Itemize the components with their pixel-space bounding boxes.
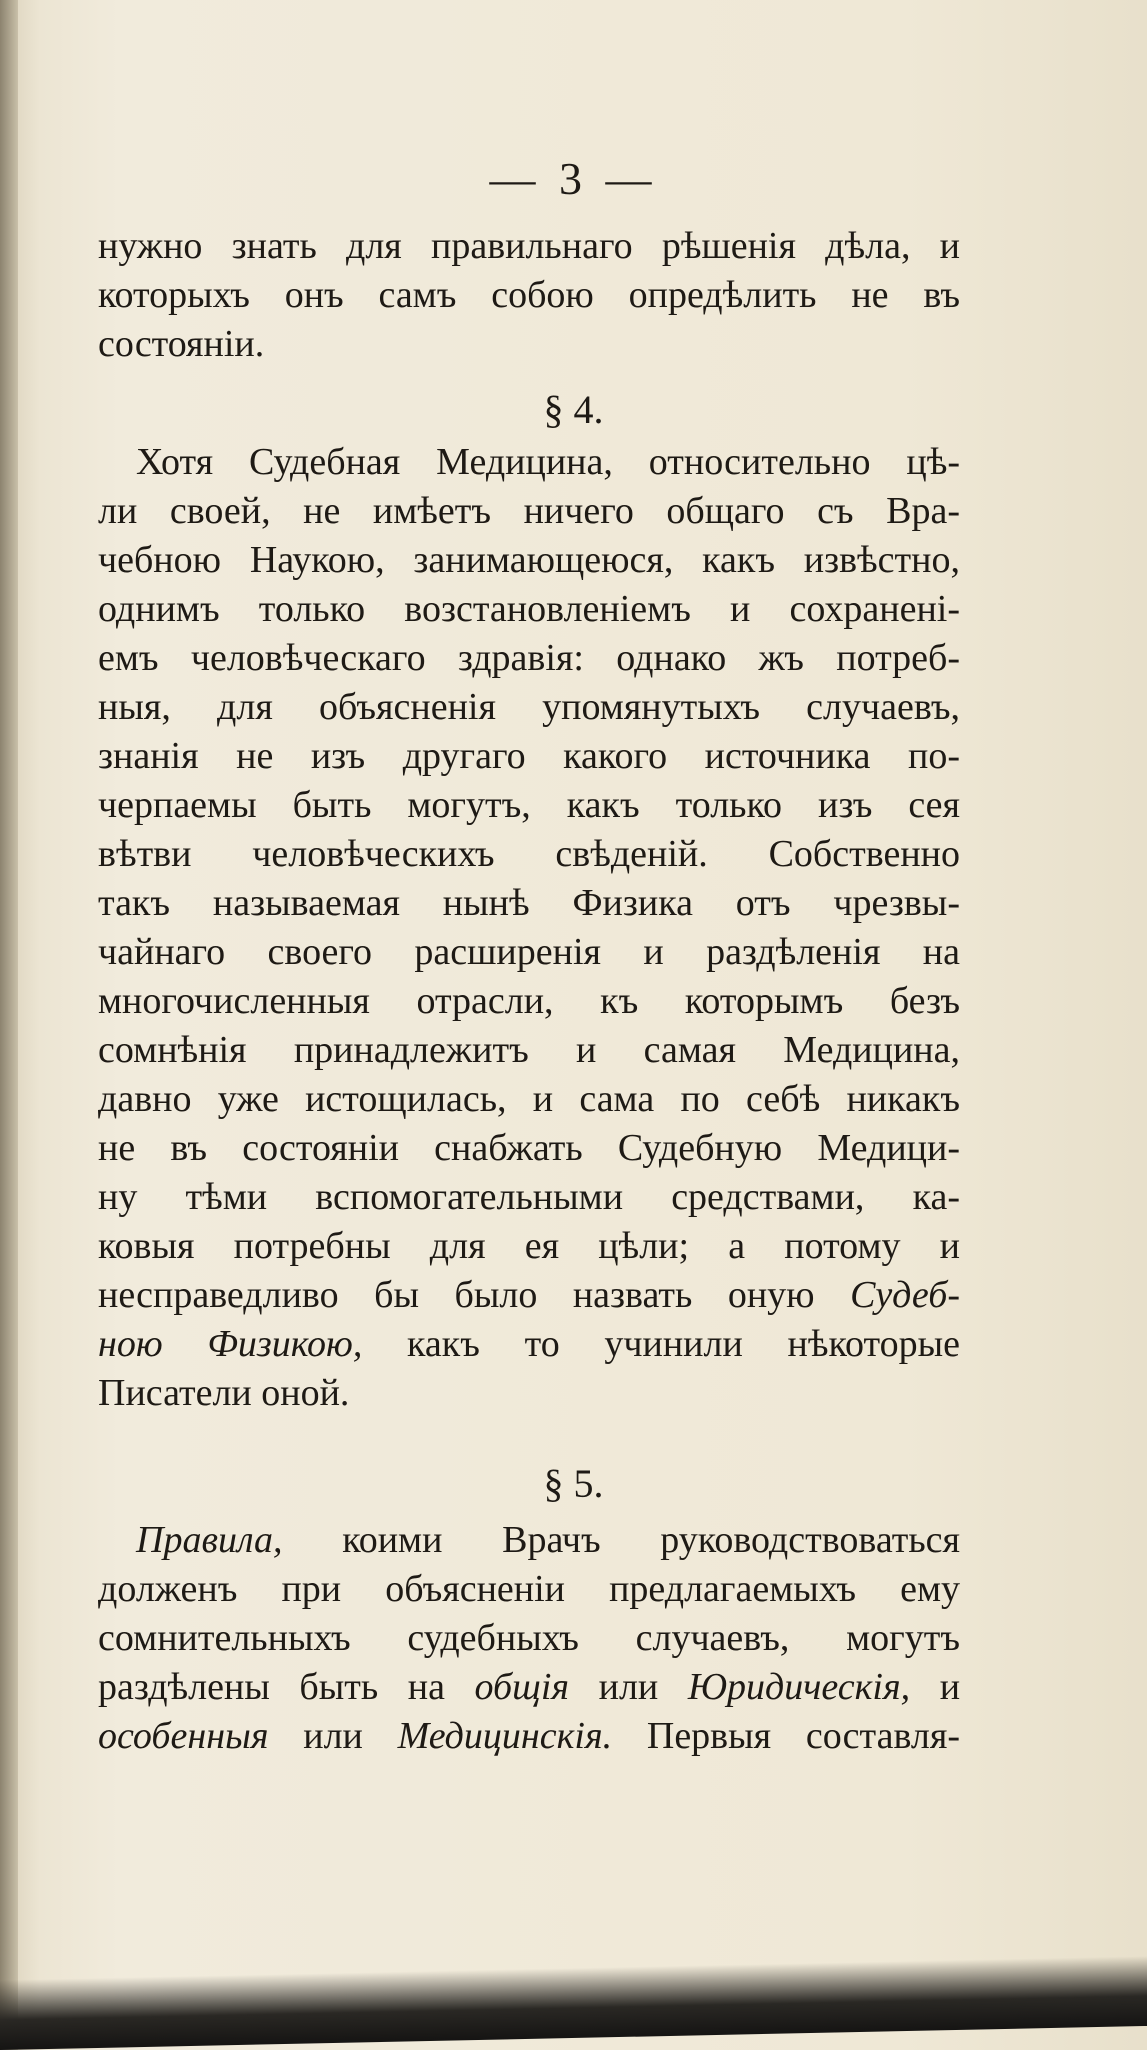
italic-term: Физикою, — [207, 1323, 363, 1365]
text-line — [98, 1712, 960, 1761]
text-line: однимъ только возстановленіемъ и сохраненi- — [98, 588, 960, 630]
italic-term: Правила, — [136, 1519, 283, 1561]
text-fragment: раздѣлены быть на — [98, 1666, 445, 1708]
text-line: не въ состояніи снабжать Судебную Медици- — [98, 1127, 960, 1169]
text-fragment: несправедливо бы было назвать оную — [98, 1274, 815, 1316]
text-fragment: или — [598, 1666, 659, 1708]
text-line — [98, 1271, 960, 1320]
text-line: Хотя Судебная Медицина, относительно цѣ- — [136, 441, 960, 483]
text-line: долженъ при объясненіи предлагаемыхъ ему — [98, 1568, 960, 1610]
text-line — [98, 1516, 960, 1565]
italic-term: общія — [474, 1666, 570, 1708]
text-line: ныя, для объясненія упомянутыхъ случаевъ, — [98, 686, 960, 728]
text-line: ковыя потребны для ея цѣли; а потому и — [98, 1225, 960, 1267]
text-fragment: коими Врачъ руководствоваться — [342, 1519, 960, 1561]
section-heading-5: § 5. — [543, 1461, 604, 1506]
text-line: многочисленныя отрасли, къ которымъ безъ — [98, 980, 960, 1022]
section-5-paragraph — [98, 1516, 960, 1761]
text-line: ну тѣми вспомогательными средствами, ка- — [98, 1176, 960, 1218]
text-fragment: какъ то учинили нѣкоторые — [407, 1323, 960, 1365]
italic-term: Судеб- — [850, 1274, 960, 1316]
text-line — [98, 1320, 960, 1369]
binding-shadow — [0, 0, 18, 2050]
section-4-paragraph — [98, 438, 960, 1418]
text-line: сомнительныхъ судебныхъ случаевъ, могутъ — [98, 1617, 960, 1659]
italic-term: Юридическія, — [687, 1666, 911, 1708]
text-line: сомнѣнія принадлежитъ и самая Медицина, — [98, 1029, 960, 1071]
text-line — [98, 1663, 960, 1712]
text-fragment: Первыя составля- — [646, 1715, 961, 1757]
text-fragment: или — [303, 1715, 363, 1757]
text-line: знанія не изъ другаго какого источника по- — [98, 735, 960, 777]
text-line: такъ называемая нынѣ Физика отъ чрезвы- — [98, 882, 960, 924]
paragraph-continued — [98, 222, 960, 369]
text-line: черпаемы быть могутъ, какъ только изъ сея — [98, 784, 960, 826]
text-line: емъ человѣческаго здравія: однако жъ потреб- — [98, 637, 960, 679]
text-line: вѣтви человѣческихъ свѣденій. Собственно — [98, 833, 960, 875]
italic-term: ною — [98, 1323, 163, 1365]
text-line: давно уже истощилась, и сама по себѣ никакъ — [98, 1078, 960, 1120]
italic-term: особенныя — [98, 1715, 269, 1757]
page-number: — 3 — — [489, 153, 658, 204]
text-fragment: и — [939, 1666, 961, 1708]
text-line: которыхъ онъ самъ собою опредѣлить не въ — [98, 274, 960, 316]
text-line: состояніи. — [98, 323, 265, 365]
page-bottom-edge-shadow — [0, 1956, 1147, 2050]
text-line: ли своей, не имѣетъ ничего общаго съ Вра- — [98, 490, 960, 532]
text-line: чайнаго своего расширенія и раздѣленія на — [98, 931, 960, 973]
text-line: чебною Наукою, занимающеюся, какъ извѣстно, — [98, 539, 960, 581]
italic-term: Медицинскія. — [397, 1715, 613, 1757]
section-heading-4: § 4. — [543, 387, 604, 432]
text-line: нужно знать для правильнаго рѣшенія дѣла, и — [98, 225, 960, 267]
text-line: Писатели оной. — [98, 1372, 350, 1414]
